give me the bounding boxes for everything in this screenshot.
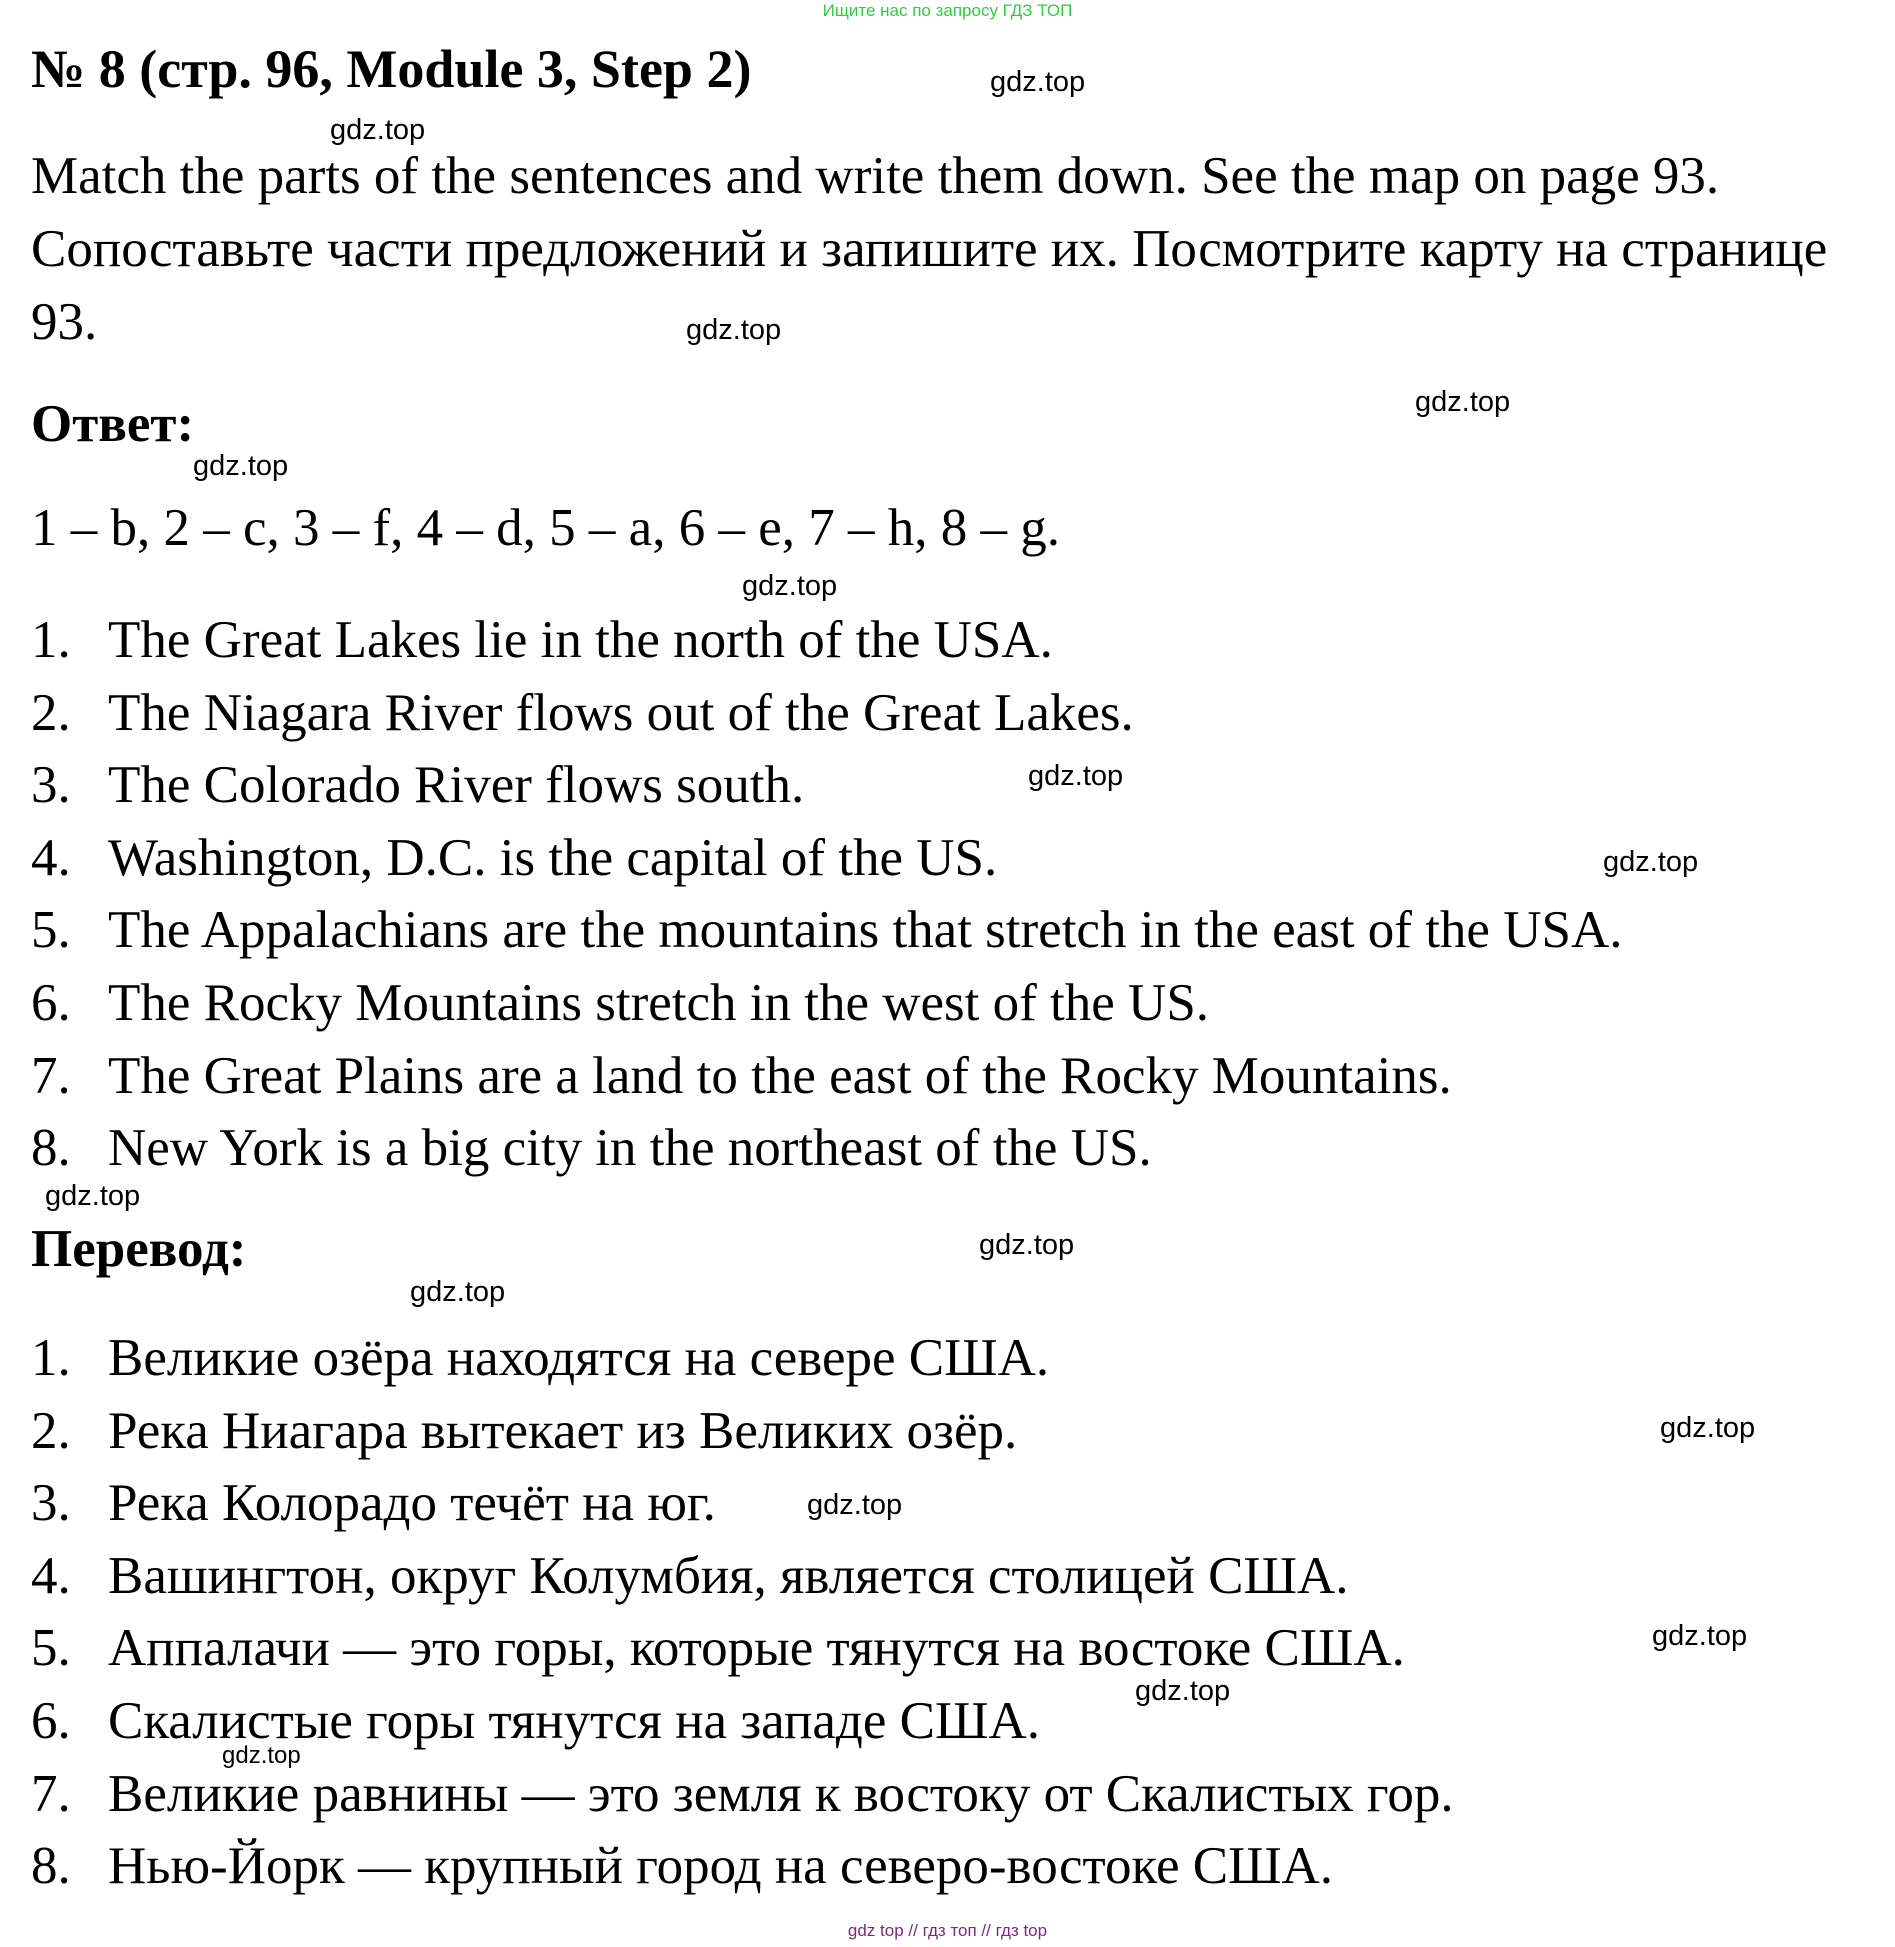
item-number: 6. — [31, 1691, 71, 1750]
item-number: 2. — [31, 683, 71, 742]
page-title: № 8 (стр. 96, Module 3, Step 2) — [31, 39, 752, 99]
item-number: 1. — [31, 611, 71, 669]
translation-text: Нью-Йорк — крупный город на северо-востоке США. — [108, 1837, 1334, 1896]
sentence-text: The Niagara River flows out of the Great Lakes. — [108, 683, 1134, 742]
task-instruction: Match the parts of the sentences and write them down. See the map on page 93. Сопоставьте части предложений и запишите их. Посмотрите карту на странице 93. — [31, 147, 1828, 351]
answer-sentences-list — [31, 604, 1623, 1185]
translation-text: Великие озёра находятся на севере США. — [108, 1329, 1050, 1387]
item-number: 3. — [31, 756, 71, 815]
translation-text: Великие равнины — это земля к востоку от Скалистых гор. — [108, 1764, 1454, 1823]
translation-text: Река Ниагара вытекает из Великих озёр. — [108, 1401, 1018, 1460]
translation-item — [31, 1540, 1454, 1613]
watermark: gdz.top — [1415, 386, 1511, 418]
item-number: 4. — [31, 1546, 71, 1605]
watermark: gdz.top — [410, 1276, 506, 1308]
sentence-item — [31, 604, 1623, 677]
answer-heading: Ответ: — [31, 395, 195, 453]
watermark: gdz.top — [1135, 1675, 1231, 1707]
item-number: 7. — [31, 1046, 71, 1105]
item-number: 5. — [31, 901, 71, 960]
item-number: 8. — [31, 1837, 71, 1896]
translation-item — [31, 1612, 1454, 1685]
sentence-text: The Rocky Mountains stretch in the west of the US. — [108, 973, 1210, 1032]
watermark: gdz.top — [45, 1180, 141, 1212]
watermark: gdz.top — [222, 1742, 301, 1769]
translation-item — [31, 1322, 1454, 1395]
watermark: gdz.top — [979, 1229, 1075, 1261]
item-number: 1. — [31, 1329, 71, 1387]
sentence-text: Washington, D.C. is the capital of the US. — [108, 828, 998, 887]
sentence-item — [31, 749, 1623, 822]
sentence-text: The Appalachians are the mountains that stretch in the east of the USA. — [108, 901, 1623, 960]
sentence-text: The Colorado River flows south. — [108, 756, 805, 815]
sentence-item — [31, 822, 1623, 895]
watermark: gdz.top — [1660, 1412, 1756, 1444]
item-number: 7. — [31, 1764, 71, 1823]
watermark: gdz.top — [193, 450, 289, 482]
watermark: gdz.top — [990, 66, 1086, 98]
item-number: 5. — [31, 1619, 71, 1678]
watermark: gdz.top — [1652, 1620, 1748, 1652]
footer-watermark: gdz top // гдз топ // гдз top — [847, 1921, 1048, 1940]
watermark: gdz.top — [742, 570, 838, 602]
watermark: gdz.top — [1603, 846, 1699, 878]
sentence-text: The Great Lakes lie in the north of the USA. — [108, 611, 1053, 669]
sentence-item — [31, 1040, 1623, 1113]
item-number: 4. — [31, 828, 71, 887]
answer-key: 1 – b, 2 – c, 3 – f, 4 – d, 5 – a, 6 – e, 7 – h, 8 – g. — [31, 499, 1060, 557]
watermark: gdz.top — [807, 1489, 903, 1521]
translation-heading: Перевод: — [31, 1220, 247, 1278]
sentence-item — [31, 967, 1623, 1040]
translation-text: Аппалачи — это горы, которые тянутся на востоке США. — [108, 1619, 1405, 1678]
sentence-item — [31, 677, 1623, 750]
translation-item — [31, 1467, 1454, 1540]
item-number: 2. — [31, 1401, 71, 1460]
item-number: 6. — [31, 973, 71, 1032]
sentence-text: The Great Plains are a land to the east of the Rocky Mountains. — [108, 1046, 1452, 1105]
watermark: gdz.top — [686, 314, 782, 346]
sentence-item — [31, 894, 1623, 967]
translation-list — [31, 1322, 1454, 1903]
top-banner: Ищите нас по запросу ГДЗ ТОП — [822, 1, 1073, 20]
item-number: 3. — [31, 1474, 71, 1533]
item-number: 8. — [31, 1119, 71, 1178]
sentence-item — [31, 1112, 1623, 1185]
translation-text: Вашингтон, округ Колумбия, является столицей США. — [108, 1546, 1349, 1605]
watermark: gdz.top — [330, 114, 426, 146]
translation-item — [31, 1395, 1454, 1468]
sentence-text: New York is a big city in the northeast of the US. — [108, 1119, 1152, 1178]
translation-item — [31, 1830, 1454, 1903]
watermark: gdz.top — [1028, 760, 1124, 792]
translation-text: Река Колорадо течёт на юг. — [108, 1474, 716, 1533]
translation-text: Скалистые горы тянутся на западе США. — [108, 1691, 1040, 1750]
